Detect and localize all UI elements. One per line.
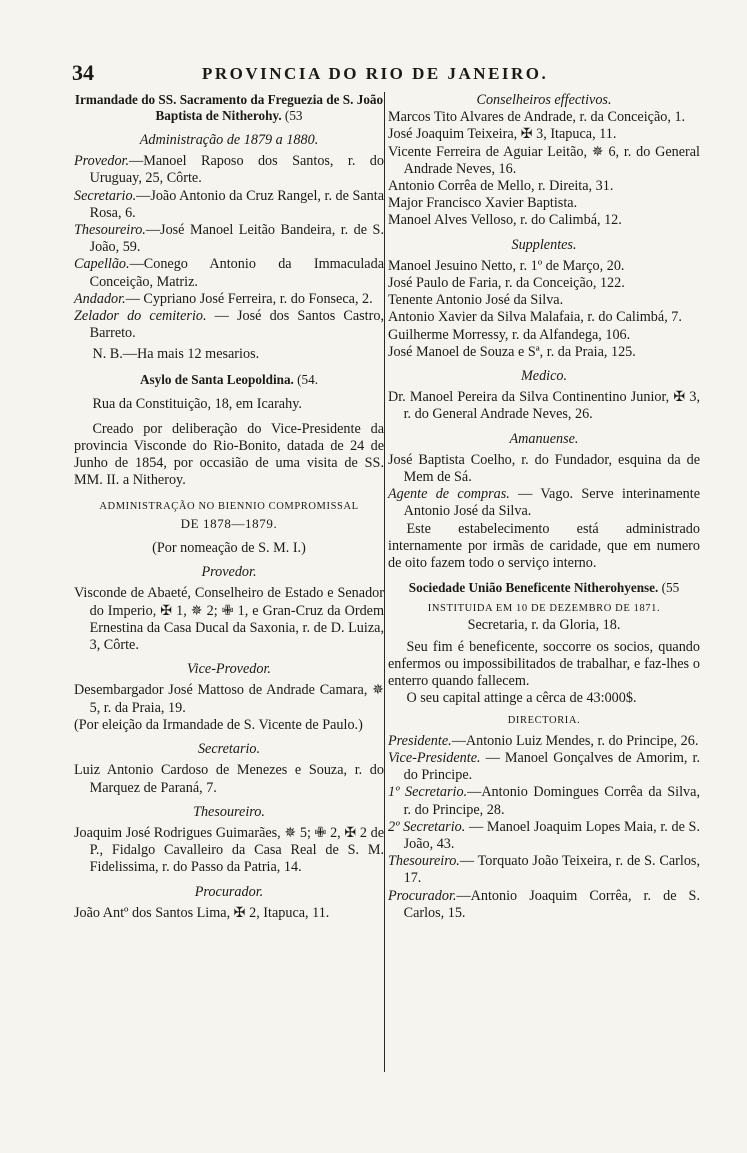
officer-entry: Capellão.—Conego Antonio da Immaculada Conceição, Matriz. — [74, 256, 384, 290]
list-item: Antonio Corrêa de Mello, r. Direita, 31. — [388, 178, 614, 195]
thesoureiro-text: Joaquim José Rodrigues Guimarães, ✵ 5; ✙ 2, ✠ 2 de P., Fidalgo Cavalleiro da Casa Real de S. M. Fidelissima, r. do Passo da Patria, 14. — [74, 824, 384, 876]
provedor-text: Visconde de Abaeté, Conselheiro de Estado e Senador do Imperio, ✠ 1, ✵ 2; ✙ 1, e Gran-Cruz da Ordem Ernestina da Casa Ducal da Saxonia, r. de D. Luiza, 3, Côrte. — [74, 585, 384, 654]
list-item: José Paulo de Faria, r. da Conceição, 122. — [388, 275, 625, 292]
officer-entry: Zelador do cemiterio. — José dos Santos Castro, Barreto. — [74, 308, 384, 342]
conselheiros-heading: Conselheiros effectivos. — [476, 92, 612, 108]
list-item: Vicente Ferreira de Aguiar Leitão, ✵ 6, r. do General Andrade Neves, 16. — [388, 143, 700, 177]
agente-text: Agente de compras. — Vago. Serve interinamente Antonio José da Silva. — [388, 486, 701, 520]
instituida-line: INSTITUIDA EM 10 DE DEZEMBRO DE 1871. — [427, 603, 661, 615]
eleicao-note: (Por eleição da Irmandade de S. Vicente de Paulo.) — [74, 716, 363, 733]
directoria-heading: DIRECTORIA. — [507, 714, 581, 726]
conselheiros-list — [388, 109, 700, 229]
irmandade-title: Irmandade do SS. Sacramento da Freguezia de S. João Baptista de Nitherohy. (53 — [74, 92, 384, 123]
running-title: PROVINCIA DO RIO DE JANEIRO. — [202, 64, 549, 83]
officer-entry: Thesoureiro.—José Manoel Leitão Bandeira, r. de S. João, 59. — [74, 222, 384, 256]
supplentes-list — [388, 258, 700, 361]
directoria-entry: 1º Secretario.—Antonio Domingues Corrêa da Silva, r. do Principe, 28. — [388, 784, 700, 818]
list-item: Marcos Tito Alvares de Andrade, r. da Conceição, 1. — [388, 109, 686, 126]
sociedade-fim: Seu fim é beneficente, soccorre os socios, quando enfermos ou impossibilitados de trabalhar, e faz-lhes o enterro quando fallecem. — [388, 638, 700, 690]
admin2-heading-1: ADMINISTRAÇÃO NO BIENNIO COMPROMISSAL — [99, 500, 359, 512]
vice-provedor-text: Desembargador José Mattoso de Andrade Camara, ✵ 5, r. da Praia, 19. — [74, 682, 384, 716]
directoria-entry: Presidente.—Antonio Luiz Mendes, r. do Principe, 26. — [388, 732, 699, 749]
admin2-heading-2: DE 1878—1879. — [180, 515, 278, 531]
estabelecimento-note: Este estabelecimento está administrado internamente por irmãs de caridade, que em numero de oito fazem todo o serviço interno. — [388, 520, 700, 572]
sociedade-title: Sociedade União Beneficente Nitherohyense. (55 — [408, 580, 680, 596]
secretario-heading: Secretario. — [197, 741, 261, 758]
directoria-entry: 2º Secretario. — Manoel Joaquim Lopes Maia, r. de S. João, 43. — [388, 818, 700, 852]
medico-heading: Medico. — [520, 368, 568, 385]
medico-text: Dr. Manoel Pereira da Silva Continentino Junior, ✠ 3, r. do General Andrade Neves, 26. — [388, 389, 700, 423]
asylo-title: Asylo de Santa Leopoldina. (54. — [139, 371, 319, 387]
asylo-address: Rua da Constituição, 18, em Icarahy. — [92, 395, 302, 412]
list-item: Guilherme Morressy, r. da Alfandega, 106. — [388, 326, 631, 343]
list-item: Manoel Alves Velloso, r. do Calimbá, 12. — [388, 212, 622, 229]
supplentes-heading: Supplentes. — [511, 236, 577, 253]
list-item: Manoel Jesuino Netto, r. 1º de Março, 20. — [388, 257, 625, 274]
vice-provedor-heading: Vice-Provedor. — [187, 661, 271, 678]
procurador-heading: Procurador. — [194, 883, 264, 900]
page-header — [72, 60, 712, 88]
amanuense-text: José Baptista Coelho, r. do Fundador, esquina da de Mem de Sá. — [388, 451, 700, 486]
directoria-entry: Thesoureiro.— Torquato João Teixeira, r. de S. Carlos, 17. — [388, 853, 700, 887]
procurador-text: João Antº dos Santos Lima, ✠ 2, Itapuca, 11. — [74, 904, 330, 921]
directoria-list — [388, 733, 700, 922]
secretario-text: Luiz Antonio Cardoso de Menezes e Souza, r. do Marquez de Paraná, 7. — [74, 762, 384, 796]
list-item: Tenente Antonio José da Silva. — [388, 292, 564, 309]
directoria-entry: Procurador.—Antonio Joaquim Corrêa, r. de S. Carlos, 15. — [388, 887, 700, 921]
asylo-description: Creado por deliberação do Vice-Presidente da provincia Visconde do Rio-Bonito, datada de 24 de Junho de 1854, por occasião de uma visita de SS. MM. II. a Nitheroy. — [74, 420, 384, 489]
amanuense-heading: Amanuense. — [509, 430, 579, 447]
officers-list — [74, 153, 384, 342]
officer-entry: Provedor.—Manoel Raposo dos Santos, r. do Uruguay, 25, Côrte. — [74, 153, 384, 187]
provedor-heading: Provedor. — [201, 564, 257, 581]
nomeacao-note: (Por nomeação de S. M. I.) — [152, 540, 306, 557]
list-item: Major Francisco Xavier Baptista. — [388, 195, 578, 212]
directoria-entry: Vice-Presidente. — Manoel Gonçalves de Amorim, r. do Principe. — [388, 749, 700, 784]
left-column — [74, 92, 384, 922]
nb-note: N. B.—Ha mais 12 mesarios. — [92, 346, 260, 363]
list-item: Antonio Xavier da Silva Malafaia, r. do Calimbá, 7. — [388, 309, 682, 326]
list-item: José Manoel de Souza e Sª, r. da Praia, 125. — [388, 343, 636, 360]
sociedade-capital: O seu capital attinge a cêrca de 43:000$. — [406, 690, 637, 707]
admin-heading: Administração de 1879 a 1880. — [139, 132, 319, 148]
column-divider — [384, 92, 385, 1072]
officer-entry: Secretario.—João Antonio da Cruz Rangel, r. de Santa Rosa, 6. — [74, 187, 384, 221]
officer-entry: Andador.— Cypriano José Ferreira, r. do Fonseca, 2. — [74, 290, 373, 307]
page-number: 34 — [72, 60, 94, 85]
sociedade-address: Secretaria, r. da Gloria, 18. — [467, 617, 621, 634]
right-column — [388, 92, 700, 922]
thesoureiro-heading: Thesoureiro. — [193, 803, 265, 820]
list-item: José Joaquim Teixeira, ✠ 3, Itapuca, 11. — [388, 126, 617, 143]
